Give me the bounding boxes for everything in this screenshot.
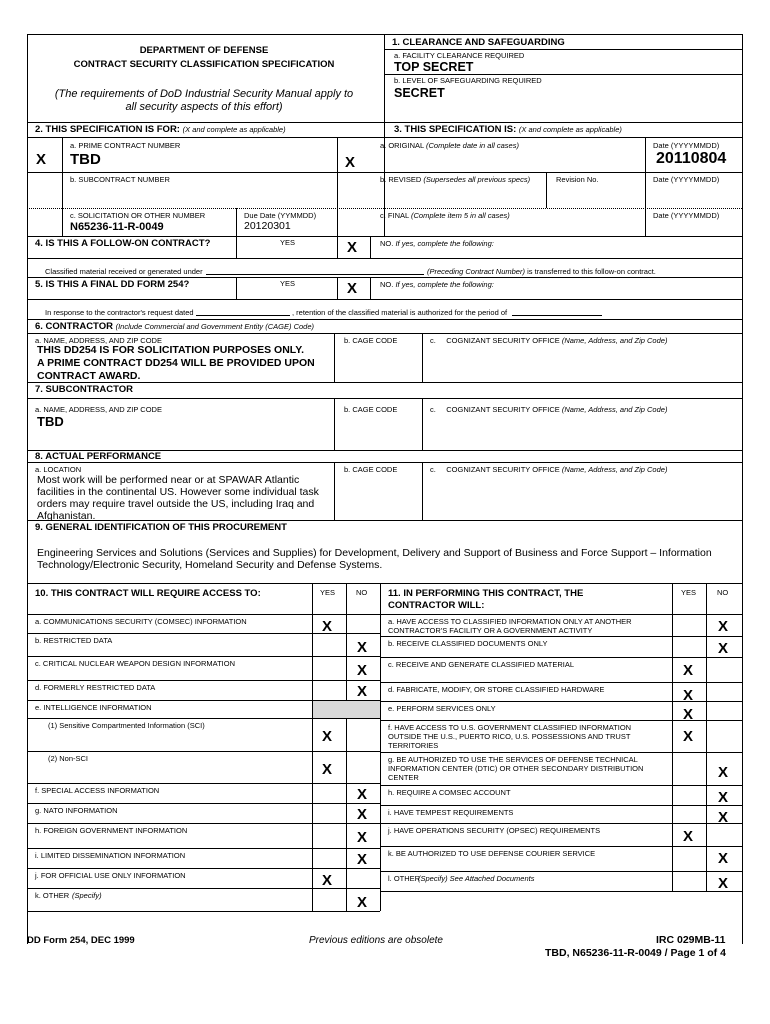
sec8-location-label: a. LOCATION (35, 465, 82, 474)
sec9-line2[interactable]: Technology/Electronic Security, Homeland Security and Defense Systems. (37, 559, 383, 571)
sec6-name-line3[interactable]: CONTRACT AWARD. (37, 370, 141, 382)
sec7-title: 7. SUBCONTRACTOR (35, 384, 133, 395)
solicitation-value[interactable]: N65236-11-R-0049 (70, 221, 164, 233)
obsolete-note: Previous editions are obsolete (309, 935, 443, 946)
sec11-item-yes-check[interactable]: X (683, 687, 694, 704)
safeguarding-value[interactable]: SECRET (394, 86, 445, 100)
original-date-label: Date (YYYYMMDD) (653, 141, 720, 150)
sec5-line-b: , retention of the classified material is authorized for the period of (292, 308, 508, 317)
sec10-item-label: a. COMMUNICATIONS SECURITY (COMSEC) INFORMATION (35, 617, 247, 626)
sec11-title-line2: CONTRACTOR WILL: (388, 600, 485, 611)
manual-note-line2: all security aspects of this effort) (125, 101, 283, 113)
sec6-cso-label: c. COGNIZANT SECURITY OFFICE (Name, Address, and Zip Code) (430, 336, 668, 345)
sec11-item-label: b. RECEIVE CLASSIFIED DOCUMENTS ONLY (388, 639, 548, 648)
sec8-title: 8. ACTUAL PERFORMANCE (35, 451, 162, 462)
sec6-name-label: a. NAME, ADDRESS, AND ZIP CODE (35, 336, 162, 345)
sec11-item-label: j. HAVE OPERATIONS SECURITY (OPSEC) REQUIREMENTS (388, 826, 601, 835)
sec10-item-no-check[interactable]: X (357, 786, 368, 803)
sec11-item-label: a. HAVE ACCESS TO CLASSIFIED INFORMATION ONLY AT ANOTHER (388, 617, 632, 626)
prime-contract-check[interactable]: X (36, 151, 47, 168)
sec11-item-label: f. HAVE ACCESS TO U.S. GOVERNMENT CLASSIFIED INFORMATION (388, 723, 632, 732)
sec7-cage-label: b. CAGE CODE (344, 405, 398, 414)
sec4-line-b-c: (Preceding Contract Number) is transferred to this follow-on contract. (427, 267, 656, 276)
sec5-no-check[interactable]: X (347, 280, 358, 297)
irc-number: IRC 029MB-11 (656, 934, 726, 946)
due-date-value[interactable]: 20120301 (244, 220, 291, 232)
sec11-item-label: c. RECEIVE AND GENERATE CLASSIFIED MATERIAL (388, 660, 575, 669)
prime-contract-label: a. PRIME CONTRACT NUMBER (70, 141, 181, 150)
sec11-yes-header: YES (681, 588, 697, 597)
sec11-item-label: d. FABRICATE, MODIFY, OR STORE CLASSIFIED HARDWARE (388, 685, 605, 694)
sec10-item-label: i. LIMITED DISSEMINATION INFORMATION (35, 851, 186, 860)
sec11-item-no-check[interactable]: X (718, 809, 729, 826)
clearance-title: 1. CLEARANCE AND SAFEGUARDING (392, 37, 565, 48)
sec11-item-label: h. REQUIRE A COMSEC ACCOUNT (388, 788, 511, 797)
final-date-label: Date (YYYYMMDD) (653, 211, 720, 220)
sec10-item-label: d. FORMERLY RESTRICTED DATA (35, 683, 156, 692)
sec10-item-label: k. OTHER (35, 891, 70, 900)
sec10-item-yes-check[interactable]: X (322, 618, 333, 635)
sec10-item-label: c. CRITICAL NUCLEAR WEAPON DESIGN INFORMATION (35, 659, 236, 668)
sec10-item-no-check[interactable]: X (357, 683, 368, 700)
page-number: TBD, N65236-11-R-0049 / Page 1 of 4 (545, 947, 726, 959)
sec11-item-label: CONTRACTOR'S FACILITY OR A GOVERNMENT ACTIVITY (388, 626, 593, 635)
sec11-item-label: TERRITORIES (388, 741, 439, 750)
sec10-item-no-check[interactable]: X (357, 662, 368, 679)
sec11-item-label: g. BE AUTHORIZED TO USE THE SERVICES OF DEFENSE TECHNICAL (388, 755, 638, 764)
sec11-item-label: e. PERFORM SERVICES ONLY (388, 704, 496, 713)
form-title: CONTRACT SECURITY CLASSIFICATION SPECIFICATION (73, 59, 335, 70)
sec11-item-no-check[interactable]: X (718, 618, 729, 635)
manual-note-line1: (The requirements of DoD Industrial Security Manual apply to (54, 88, 354, 100)
facility-clearance-label: a. FACILITY CLEARANCE REQUIRED (394, 51, 525, 60)
sec10-item-label: (2) Non-SCI (48, 754, 89, 763)
sec11-item-no-check[interactable]: X (718, 764, 729, 781)
sec8-location-line1[interactable]: Most work will be performed near or at SPAWAR Atlantic (37, 474, 300, 486)
sec10-item-no-check[interactable]: X (357, 829, 368, 846)
facility-clearance-value[interactable]: TOP SECRET (394, 60, 474, 74)
sec10-item-label: (1) Sensitive Compartmented Information (SCI) (48, 721, 205, 730)
safeguarding-label: b. LEVEL OF SAFEGUARDING REQUIRED (394, 76, 542, 85)
sec11-item-no-check[interactable]: X (718, 850, 729, 867)
sec2-title: 2. THIS SPECIFICATION IS FOR: (X and complete as applicable) (35, 124, 286, 135)
sec7-cso-label: c. COGNIZANT SECURITY OFFICE (Name, Address, and Zip Code) (430, 405, 668, 414)
sec6-cage-label: b. CAGE CODE (344, 336, 398, 345)
original-date-value[interactable]: 20110804 (656, 150, 727, 167)
sec10-no-header: NO (356, 588, 368, 597)
sec6-name-line1[interactable]: THIS DD254 IS FOR SOLICITATION PURPOSES ONLY. (37, 344, 305, 356)
sec10-item-label: h. FOREIGN GOVERNMENT INFORMATION (35, 826, 188, 835)
sec8-location-line3[interactable]: orders may require travel outside the US, including Iraq and (37, 498, 315, 510)
sec11-item-label: OUTSIDE THE U.S., PUERTO RICO, U.S. POSSESSIONS AND TRUST (388, 732, 631, 741)
sec8-location-line4[interactable]: Afghanistan. (37, 510, 96, 522)
sec7-name-label: a. NAME, ADDRESS, AND ZIP CODE (35, 405, 162, 414)
sec7-name-value[interactable]: TBD (37, 414, 64, 429)
sec11-title-line1: 11. IN PERFORMING THIS CONTRACT, THE (388, 588, 584, 599)
sec4-no-check[interactable]: X (347, 239, 358, 256)
sec11-item-yes-check[interactable]: X (683, 728, 694, 745)
sec10-title: 10. THIS CONTRACT WILL REQUIRE ACCESS TO: (35, 588, 261, 599)
sec11-item-yes-check[interactable]: X (683, 828, 694, 845)
sec10-item-label: j. FOR OFFICIAL USE ONLY INFORMATION (35, 871, 186, 880)
sec9-title: 9. GENERAL IDENTIFICATION OF THIS PROCUREMENT (35, 522, 287, 533)
sec10-item-yes-check[interactable]: X (322, 872, 333, 889)
revised-date-label: Date (YYYYMMDD) (653, 175, 720, 184)
revision-no-label: Revision No. (556, 175, 599, 184)
sec11-item-yes-check[interactable]: X (683, 706, 694, 723)
sec11-item-yes-check[interactable]: X (683, 662, 694, 679)
sec11-item-no-check[interactable]: X (718, 789, 729, 806)
sec10-item-no-check[interactable]: X (357, 851, 368, 868)
sec5-line-a: In response to the contractor's request dated (45, 308, 194, 317)
sec10-item-no-check[interactable]: X (357, 806, 368, 823)
subcontract-label: b. SUBCONTRACT NUMBER (70, 175, 170, 184)
original-label: a. ORIGINAL (Complete date in all cases) (380, 141, 519, 150)
sec10-item-no-check[interactable]: X (357, 639, 368, 656)
revised-label: b. REVISED (Supersedes all previous specs) (380, 175, 531, 184)
sec10-item-label: g. NATO INFORMATION (35, 806, 118, 815)
sec8-location-line2[interactable]: facilities in the continental US. However some individual task (37, 486, 319, 498)
sec10-item-note: (Specify) (72, 891, 102, 900)
sec9-line1[interactable]: Engineering Services and Solutions (Services and Supplies) for Development, Delivery and Support of Business and Force Support – Information (37, 547, 712, 559)
sec11-item-label: l. OTHER (388, 874, 421, 883)
form-number: DD Form 254, DEC 1999 (27, 935, 135, 946)
sec11-item-note: (Specify) See Attached Documents (418, 874, 535, 883)
sec4-yes-label: YES (280, 238, 296, 247)
sec11-item-label: CENTER (388, 773, 419, 782)
sec8-cso-label: c. COGNIZANT SECURITY OFFICE (Name, Address, and Zip Code) (430, 465, 668, 474)
sec5-yes-label: YES (280, 279, 296, 288)
sec3-title: 3. THIS SPECIFICATION IS: (X and complete as applicable) (394, 124, 622, 135)
sec4-line-a: Classified material received or generated under (45, 267, 203, 276)
sec10-item-yes-check[interactable]: X (322, 761, 333, 778)
sec10-item-label: f. SPECIAL ACCESS INFORMATION (35, 786, 160, 795)
sec10-item-no-check[interactable]: X (357, 894, 368, 911)
sec4-title: 4. IS THIS A FOLLOW-ON CONTRACT? (35, 238, 211, 249)
due-date-label: Due Date (YYMMDD) (244, 211, 317, 220)
sec10-item-label: b. RESTRICTED DATA (35, 636, 113, 645)
sec11-item-no-check[interactable]: X (718, 640, 729, 657)
sec10-yes-header: YES (320, 588, 336, 597)
sec8-cage-label: b. CAGE CODE (344, 465, 398, 474)
sec10-item-yes-check[interactable]: X (322, 728, 333, 745)
sec10-item-label: e. INTELLIGENCE INFORMATION (35, 703, 152, 712)
original-check[interactable]: X (345, 154, 356, 171)
sec11-item-label: i. HAVE TEMPEST REQUIREMENTS (388, 808, 514, 817)
sec5-title: 5. IS THIS A FINAL DD FORM 254? (35, 279, 190, 290)
sec11-item-label: INFORMATION CENTER (DTIC) OR OTHER SECONDARY DISTRIBUTION (388, 764, 644, 773)
final-label: c. FINAL (Complete item 5 in all cases) (380, 211, 510, 220)
sec11-item-label: k. BE AUTHORIZED TO USE DEFENSE COURIER SERVICE (388, 849, 596, 858)
sec5-no-label: NO. If yes, complete the following: (380, 280, 494, 289)
sec6-name-line2[interactable]: A PRIME CONTRACT DD254 WILL BE PROVIDED UPON (37, 357, 315, 369)
solicitation-label: c. SOLICITATION OR OTHER NUMBER (70, 211, 206, 220)
prime-contract-value[interactable]: TBD (70, 151, 101, 168)
sec11-no-header: NO (717, 588, 729, 597)
sec4-no-label: NO. If yes, complete the following: (380, 239, 494, 248)
department-title: DEPARTMENT OF DEFENSE (139, 45, 269, 56)
sec6-title: 6. CONTRACTOR (Include Commercial and Government Entity (CAGE) Code) (35, 321, 314, 332)
sec11-item-no-check[interactable]: X (718, 875, 729, 892)
